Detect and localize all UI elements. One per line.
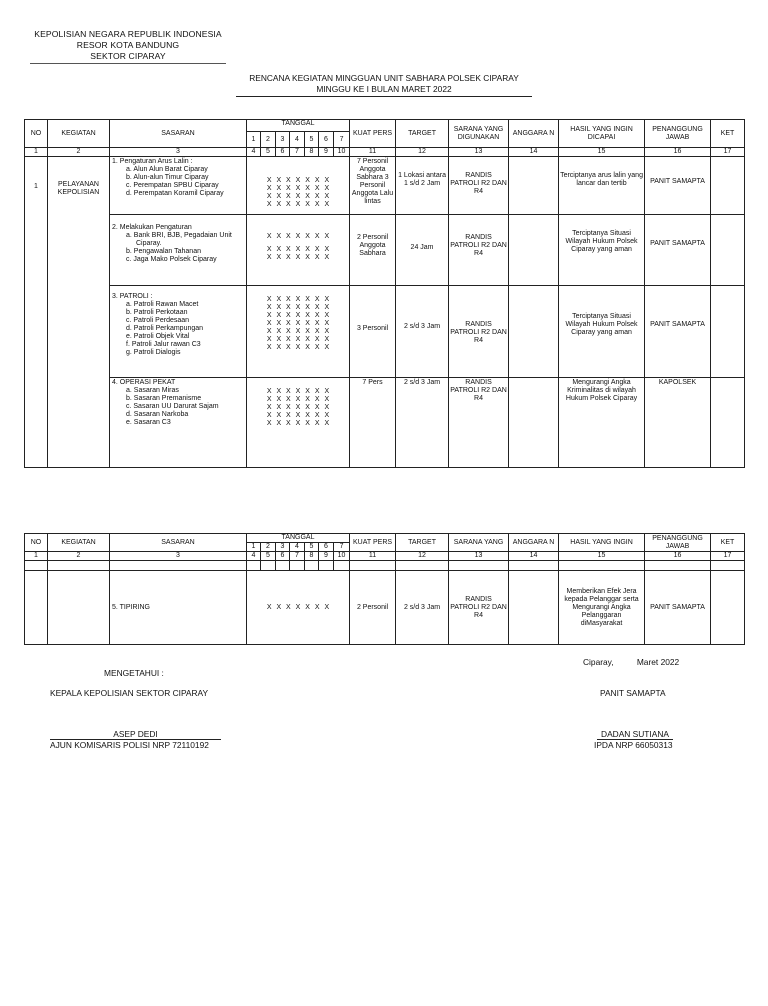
schedule-marks	[247, 157, 350, 215]
sasaran-item: e. Patroli Objek Vital	[126, 333, 190, 340]
day-header: 7	[334, 543, 350, 552]
hasil-value: Terciptanya Situasi Wilayah Hukum Polsek Ciparay yang aman	[565, 313, 638, 336]
sasaran-item: b. Patroli Perkotaan	[126, 309, 188, 316]
day-header: 4	[290, 132, 305, 148]
column-number-row	[25, 148, 745, 157]
sasaran-item: d. Sasaran Narkoba	[126, 411, 189, 418]
right-signatory-rank: IPDA NRP 66050313	[594, 740, 673, 750]
hasil-cell	[559, 215, 645, 286]
header-hasil: HASIL YANG INGIN	[559, 534, 645, 552]
hasil-cell: Mengurangi Angka Kriminalitas di wilayah Hukum Polsek Ciparay	[559, 378, 645, 468]
x-marks: X X X X X X X	[266, 320, 330, 327]
col-num: 6	[276, 148, 290, 157]
left-signatory-name: ASEP DEDI	[50, 729, 221, 740]
x-marks: X X X X X X X	[266, 185, 330, 192]
sasaran-cell	[110, 571, 247, 645]
ket-cell	[711, 215, 745, 286]
header-penanggung-jawab: PENANGGUNG JAWAB	[645, 120, 711, 148]
col-num: 9	[319, 148, 334, 157]
col-num: 15	[559, 148, 645, 157]
sasaran-heading: 1. Pengaturan Arus Lalin :	[112, 158, 193, 165]
ket-cell	[711, 571, 745, 645]
ket-cell	[711, 286, 745, 378]
kuat-value: 3 Personil	[356, 325, 389, 332]
sasaran-item: b. Pengawalan Tahanan	[126, 248, 201, 255]
col-num: 8	[305, 148, 319, 157]
header-anggaran: ANGGARA N	[509, 120, 559, 148]
table-row	[25, 378, 745, 468]
hasil-cell: Memberikan Efek Jera kepada Pelanggar serta Mengurangi Angka Pelanggaran diMasyarakat	[559, 571, 645, 645]
header-no: NO	[25, 120, 48, 148]
col-num: 9	[319, 552, 334, 561]
col-num: 12	[396, 552, 449, 561]
sasaran-item: c. Perempatan SPBU Ciparay	[126, 182, 219, 189]
document-title	[224, 73, 544, 97]
header-sarana: SARANA YANG DIGUNAKAN	[449, 120, 509, 148]
kuat-pers-cell	[350, 286, 396, 378]
row-kegiatan	[48, 157, 110, 468]
x-marks: X X X X X X X	[266, 233, 330, 240]
col-num: 5	[261, 552, 276, 561]
anggaran-cell	[509, 157, 559, 215]
kuat-pers-cell: 7 Personil Anggota Sabhara 3 Personil Anggota Lalu lintas	[350, 157, 396, 215]
sasaran-heading: 5. TIPIRING	[112, 603, 150, 611]
title-line-2: MINGGU KE I BULAN MARET 2022	[236, 84, 532, 97]
letterhead-line-1: KEPOLISIAN NEGARA REPUBLIK INDONESIA	[34, 29, 222, 39]
sasaran-item: a. Alun Alun Barat Ciparay	[126, 166, 208, 173]
sasaran-cell	[110, 157, 247, 215]
day-header: 5	[305, 543, 319, 552]
pj-value: PANIT SAMAPTA	[650, 240, 705, 247]
letterhead-line-2: RESOR KOTA BANDUNG	[76, 40, 180, 50]
place-date: Ciparay, Maret 2022	[583, 657, 680, 667]
col-num: 1	[25, 552, 48, 561]
sarana-cell	[449, 215, 509, 286]
col-num: 13	[449, 148, 509, 157]
day-header: 2	[261, 132, 276, 148]
col-num: 1	[25, 148, 48, 157]
header-sasaran: SASARAN	[110, 120, 247, 148]
right-signatory-title: PANIT SAMAPTA	[600, 688, 666, 698]
sasaran-item: c. Sasaran UU Darurat Sajam	[126, 403, 219, 410]
column-number-row	[25, 552, 745, 561]
sasaran-item: d. Patroli Perkampungan	[126, 325, 204, 332]
col-num: 13	[449, 552, 509, 561]
sasaran-heading: 2. Melakukan Pengaturan	[112, 224, 192, 231]
col-num: 2	[48, 552, 110, 561]
activity-plan-table-continued	[24, 533, 745, 645]
sarana-cell	[449, 157, 509, 215]
anggaran-cell	[509, 378, 559, 468]
x-marks: X X X X X X X	[266, 193, 330, 200]
col-num: 11	[350, 148, 396, 157]
x-marks: X X X X X X X	[266, 304, 330, 311]
header-no: NO	[25, 534, 48, 552]
header-ket: KET	[711, 120, 745, 148]
day-header: 1	[247, 543, 261, 552]
col-num: 10	[334, 552, 350, 561]
col-num: 17	[711, 148, 745, 157]
x-marks: X X X X X X X	[266, 388, 330, 395]
pj-cell	[645, 157, 711, 215]
schedule-marks	[247, 286, 350, 378]
col-num: 17	[711, 552, 745, 561]
target-cell	[396, 157, 449, 215]
day-header: 6	[319, 543, 334, 552]
sasaran-item: b. Alun-alun Timur Ciparay	[126, 174, 209, 181]
header-ket: KET	[711, 534, 745, 552]
kuat-pers-cell: 2 Personil	[350, 571, 396, 645]
sasaran-item: a. Patroli Rawan Macet	[126, 301, 199, 308]
schedule-marks	[247, 571, 350, 645]
col-num: 14	[509, 148, 559, 157]
col-num: 4	[247, 148, 261, 157]
letterhead-underline	[30, 63, 226, 64]
col-num: 10	[334, 148, 350, 157]
day-header: 2	[261, 543, 276, 552]
col-num: 15	[559, 552, 645, 561]
spacer-row	[25, 561, 745, 571]
header-kuat-pers: KUAT PERS	[350, 534, 396, 552]
sasaran-item: f. Patroli Jalur rawan C3	[126, 341, 201, 348]
pj-cell	[645, 215, 711, 286]
header-target: TARGET	[396, 120, 449, 148]
sasaran-item: e. Sasaran C3	[126, 419, 171, 426]
col-num: 8	[305, 552, 319, 561]
col-num: 11	[350, 552, 396, 561]
hasil-value: Terciptanya arus lalin yang lancar dan tertib	[560, 172, 643, 187]
x-marks: X X X X X X X	[266, 246, 330, 253]
x-marks: X X X X X X X	[266, 312, 330, 319]
col-num: 3	[110, 552, 247, 561]
sarana-cell: RANDIS PATROLI R2 DAN R4	[449, 378, 509, 468]
hasil-cell	[559, 157, 645, 215]
sasaran-item: d. Perempatan Koramil Ciparay	[126, 190, 224, 197]
x-marks: X X X X X X X	[266, 328, 330, 335]
header-penanggung-jawab: PENANGGUNG JAWAB	[645, 534, 711, 552]
col-num: 2	[48, 148, 110, 157]
header-kegiatan: KEGIATAN	[48, 534, 110, 552]
sasaran-item: a. Bank BRI, BJB, Pegadaian Unit Ciparay.	[126, 232, 232, 247]
header-kuat-pers: KUAT PERS	[350, 120, 396, 148]
title-line-1: RENCANA KEGIATAN MINGGUAN UNIT SABHARA POLSEK CIPARAY	[249, 73, 519, 83]
letterhead	[28, 29, 228, 64]
kuat-value: 2 Personil Anggota Sabhara	[356, 234, 389, 257]
ket-cell	[711, 378, 745, 468]
row-no-value: 1	[34, 183, 38, 190]
hasil-cell	[559, 286, 645, 378]
target-cell: 2 s/d 3 Jam	[396, 571, 449, 645]
col-num: 3	[110, 148, 247, 157]
sasaran-heading: 3. PATROLI :	[112, 293, 153, 300]
sarana-value: RANDIS PATROLI R2 DAN R4	[450, 321, 507, 344]
col-num: 7	[290, 552, 305, 561]
x-marks: X X X X X X X	[266, 254, 330, 261]
header-tanggal: TANGGAL	[247, 120, 350, 132]
day-header: 6	[319, 132, 334, 148]
kuat-pers-cell: 7 Pers	[350, 378, 396, 468]
pj-cell: KAPOLSEK	[645, 378, 711, 468]
mengetahui-label: MENGETAHUI :	[104, 668, 164, 678]
col-num: 4	[247, 552, 261, 561]
right-signatory-name: DADAN SUTIANA	[597, 729, 673, 740]
x-marks: X X X X X X X	[266, 344, 330, 351]
day-header: 1	[247, 132, 261, 148]
activity-plan-table	[24, 119, 745, 468]
sasaran-cell	[110, 378, 247, 468]
x-marks: X X X X X X X	[266, 412, 330, 419]
day-header: 7	[334, 132, 350, 148]
x-marks: X X X X X X X	[266, 296, 330, 303]
header-tanggal: TANGGAL	[247, 534, 350, 543]
sarana-cell: RANDIS PATROLI R2 DAN R4	[449, 571, 509, 645]
day-header: 3	[276, 543, 290, 552]
header-sasaran: SASARAN	[110, 534, 247, 552]
left-signatory-rank: AJUN KOMISARIS POLISI NRP 72110192	[50, 740, 209, 750]
pj-cell: PANIT SAMAPTA	[645, 571, 711, 645]
left-signatory-title: KEPALA KEPOLISIAN SEKTOR CIPARAY	[50, 688, 209, 698]
header-hasil: HASIL YANG INGIN DICAPAI	[559, 120, 645, 148]
sasaran-item: c. Patroli Perdesaan	[126, 317, 190, 324]
x-marks: X X X X X X X	[266, 420, 330, 427]
header-row	[25, 120, 745, 132]
col-num: 16	[645, 552, 711, 561]
sasaran-item: c. Jaga Mako Polsek Ciparay	[126, 256, 217, 263]
day-header: 4	[290, 543, 305, 552]
anggaran-cell	[509, 286, 559, 378]
table-row	[25, 215, 745, 286]
hasil-value: Terciptanya Situasi Wilayah Hukum Polsek Ciparay yang aman	[565, 230, 638, 253]
ket-cell	[711, 157, 745, 215]
col-num: 16	[645, 148, 711, 157]
x-marks: X X X X X X X	[266, 201, 330, 208]
table-row	[25, 157, 745, 215]
col-num: 12	[396, 148, 449, 157]
sarana-value: RANDIS PATROLI R2 DAN R4	[450, 234, 507, 257]
header-target: TARGET	[396, 534, 449, 552]
day-header: 3	[276, 132, 290, 148]
sasaran-item: g. Patroli Dialogis	[126, 349, 181, 356]
sasaran-item: a. Sasaran Miras	[126, 387, 179, 394]
day-header: 5	[305, 132, 319, 148]
table-row	[25, 286, 745, 378]
target-cell	[396, 215, 449, 286]
col-num: 6	[276, 552, 290, 561]
x-marks: X X X X X X X	[266, 404, 330, 411]
pj-cell	[645, 286, 711, 378]
row-kegiatan	[48, 571, 110, 645]
sasaran-cell	[110, 215, 247, 286]
target-value: 1 Lokasi antara 1 s/d 2 Jam	[398, 172, 446, 187]
x-marks: X X X X X X X	[266, 177, 330, 184]
target-cell	[396, 286, 449, 378]
col-num: 14	[509, 552, 559, 561]
row-no	[25, 157, 48, 468]
letterhead-line-3: SEKTOR CIPARAY	[90, 51, 166, 61]
pj-value: PANIT SAMAPTA	[650, 321, 705, 328]
row-no	[25, 571, 48, 645]
col-num: 5	[261, 148, 276, 157]
anggaran-cell	[509, 215, 559, 286]
target-value: 24 Jam	[410, 244, 434, 251]
kuat-pers-cell	[350, 215, 396, 286]
col-num: 7	[290, 148, 305, 157]
x-marks: X X X X X X X	[266, 336, 330, 343]
header-row	[25, 534, 745, 543]
sarana-cell	[449, 286, 509, 378]
schedule-marks	[247, 378, 350, 468]
sarana-value: RANDIS PATROLI R2 DAN R4	[450, 172, 507, 195]
schedule-marks	[247, 215, 350, 286]
pj-value: PANIT SAMAPTA	[650, 178, 705, 185]
target-cell: 2 s/d 3 Jam	[396, 378, 449, 468]
anggaran-cell	[509, 571, 559, 645]
header-anggaran: ANGGARA N	[509, 534, 559, 552]
sasaran-cell	[110, 286, 247, 378]
x-marks: X X X X X X X	[266, 603, 330, 611]
sasaran-heading: 4. OPERASI PEKAT	[112, 379, 176, 386]
kegiatan-value: PELAYANAN KEPOLISIAN	[57, 181, 100, 196]
header-sarana: SARANA YANG	[449, 534, 509, 552]
x-marks: X X X X X X X	[266, 396, 330, 403]
table-row	[25, 571, 745, 645]
sasaran-item: b. Sasaran Premanisme	[126, 395, 202, 402]
target-value: 2 s/d 3 Jam	[403, 323, 441, 330]
header-kegiatan: KEGIATAN	[48, 120, 110, 148]
